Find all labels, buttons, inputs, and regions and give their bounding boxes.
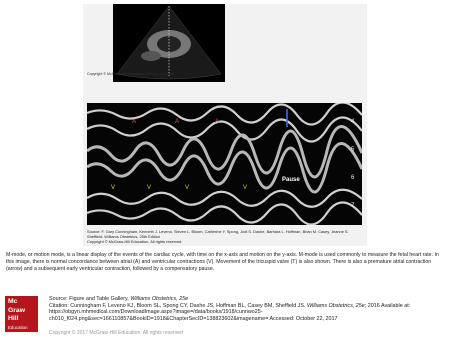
depth-scale-label: 5 bbox=[351, 147, 355, 153]
citation-line: Citation: Cunningham F, Leveno KJ, Bloom SL, Spong CY, Dashe JS, Hoffman BL, Casey BM, Sheffield JS. Williams Obstetrics, 25e; 2016 Available at: https://obgyn.mhmedical.com/DownloadImage.aspx?image=/data/books/1918/cunnwo25-ch010_f024.png&sec=166110857&BookID=1918&ChapterSecID=138823602&imagename= Accessed: October 22, 2017 bbox=[49, 302, 411, 322]
pause-label: Pause bbox=[282, 177, 300, 183]
depth-scale-label: 6 bbox=[351, 175, 355, 181]
figure-source bbox=[87, 229, 357, 245]
citation-footer bbox=[49, 296, 444, 322]
ventricular-label: V bbox=[147, 185, 152, 191]
atrial-label: A bbox=[175, 119, 180, 125]
ventricular-label: V bbox=[185, 185, 190, 191]
atrial-label: A bbox=[132, 119, 137, 125]
source-line: Source: Figure and Table Gallery, Williams Obstetrics, 25e bbox=[49, 296, 189, 302]
image-copyright: Copyright © McGraw-Hill Education. All rights reserved. bbox=[87, 72, 176, 76]
figure-caption: M-mode, or motion mode, is a linear display of the events of the cardiac cycle, with time on the x-axis and motion on the y-axis. M-mode is used commonly to measure the fetal heart rate. In this image, there is normal concordance between atrial (A) and ventricular contractions (V). Movement of the tricuspid valve (T) is also shown. There is also a premature atrial contraction (arrow) and a subsequent early ventricular contraction, followed by a compensatory pause. bbox=[6, 252, 439, 272]
mcgraw-hill-logo: Mc Graw Hill Education bbox=[5, 296, 38, 332]
figure-source-copyright: Copyright © McGraw-Hill Education. All rights reserved. bbox=[87, 239, 183, 245]
ultrasound-2d-image bbox=[113, 4, 225, 82]
footer-copyright: Copyright © 2017 McGraw-Hill Education. All rights reserved bbox=[49, 330, 183, 336]
ventricular-label: V bbox=[243, 185, 248, 191]
figure-source-text: Source: F. Gary Cunningham, Kenneth J. Leveno, Steven L. Bloom, Catherine Y. Spong, Jodi S. Dashe, Barbara L. Hoffman, Brian M. Casey, Jeanne S. Sheffield: Williams Obstetrics, 25th Edition bbox=[87, 229, 349, 240]
depth-scale-label: 4 bbox=[351, 119, 355, 125]
depth-scale-label: 7 bbox=[351, 203, 355, 209]
m-mode-tracing bbox=[87, 103, 362, 225]
atrial-label: A bbox=[215, 119, 220, 125]
ventricular-label: V bbox=[111, 185, 116, 191]
